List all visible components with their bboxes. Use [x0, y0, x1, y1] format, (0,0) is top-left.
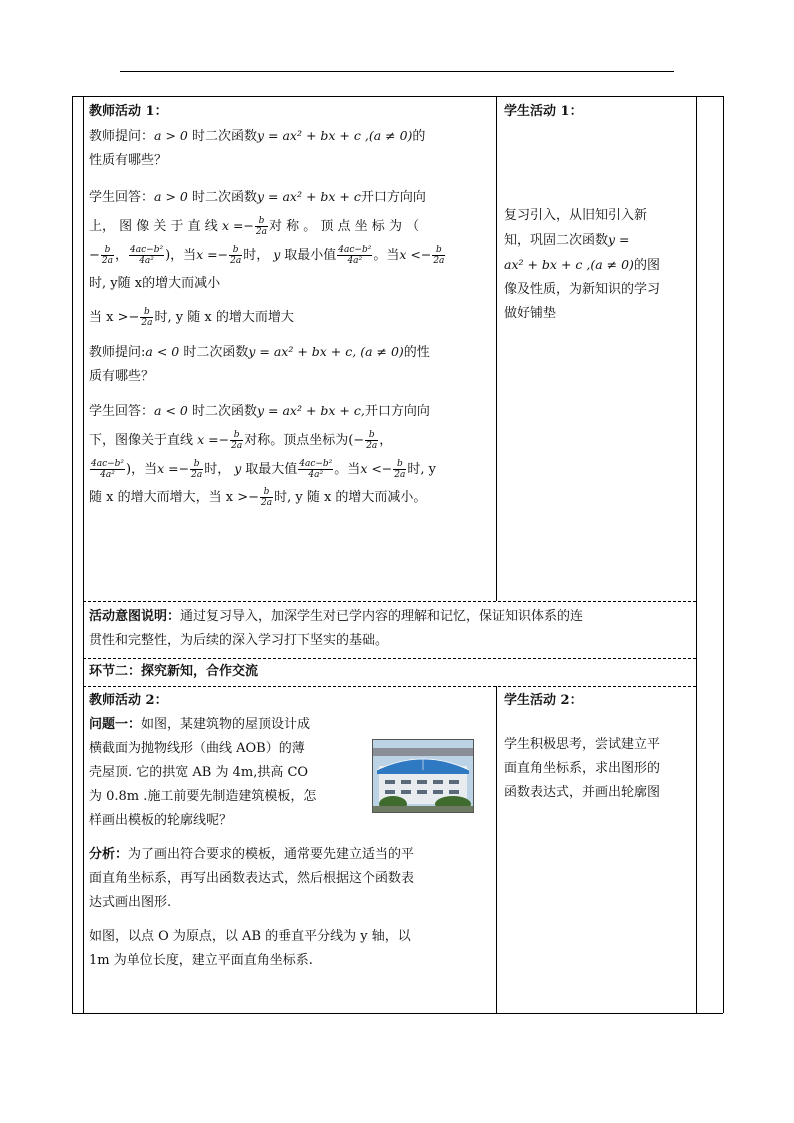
teacher-question-1: 教师提问：a > 0 时二次函数y = ax² + bx + c ,(a ≠ 0)的 性质有哪些？	[89, 128, 426, 168]
student-activity-2-heading: 学生活动 2：	[504, 693, 583, 708]
table-left-border	[72, 96, 73, 1013]
row-divider-1	[83, 601, 696, 602]
teacher-activity-2-heading: 教师活动 2：	[89, 693, 168, 708]
section-2-title: 环节二：探究新知，合作交流	[89, 664, 259, 679]
student-activity-1-cell	[504, 100, 692, 332]
fraction-4ac-b2-over-4a2: $\frac{\text{4ac−b²}}{\text{4a²}}$	[130, 245, 164, 266]
building-roof-illustration	[373, 740, 473, 812]
teacher-activity-1-cell	[89, 100, 491, 518]
column-divider-bottom	[496, 686, 497, 1013]
teacher-activity-2-cell	[89, 689, 491, 979]
student-activity-1-heading: 学生活动 1：	[504, 104, 583, 119]
table-inner-right-line	[696, 96, 697, 1013]
header-rule	[120, 71, 674, 72]
teacher-question-2: 教师提问:a < 0 时二次函数y = ax² + bx + c, (a ≠ 0)的性 质有哪些？	[89, 344, 430, 384]
student-activity-2-cell	[504, 689, 692, 811]
problem-one: 问题一：如图，某建筑物的屋顶设计成 横截面为抛物线形（曲线 AOB）的薄 壳屋顶. 它的拱宽 AB 为 4m,拱高 CO 为 0.8m .施工前要先制造建筑模板，怎 样画出模板的轮廓线呢？	[89, 717, 317, 828]
building-roof-photo	[372, 739, 474, 813]
student-answer-1: 学生回答：a > 0 时二次函数y = ax² + bx + c开口方向向 上， 图 像 关 于 直 线 x =− $\frac{b}{2a}$ 对 称 。 顶 点 坐 标 为 （ − $\frac{b}{2a}$ ， $\frac{\text{4ac−b²}}{\text{4a²}}$ )，当x =− $\frac{b}{2a}$ 时， y 取最小值 $\frac{\text{4ac−b²}}{\text{4a²}}$ 。当x <− $\frac{b}{2a}$ 时, y随 x的增大而减小	[89, 189, 445, 291]
fraction-b-over-2a: $\frac{b}{2a}$	[255, 216, 268, 237]
table-right-border	[723, 96, 724, 1013]
student-activity-2-text: 学生积极思考，尝试建立平 面直角坐标系，求出图形的 函数表达式，并画出轮廓图	[504, 737, 661, 800]
activity-intent-cell: 活动意图说明：通过复习导入，加深学生对已学内容的理解和记忆，保证知识体系的连 贯性和完整性，为后续的深入学习打下坚实的基础。	[89, 609, 584, 648]
table-inner-left-line	[83, 96, 84, 1013]
coordinate-setup-paragraph: 如图，以点 O 为原点，以 AB 的垂直平分线为 y 轴，以 1m 为单位长度，建立平面直角坐标系.	[89, 929, 411, 968]
student-answer-2: 学生回答：a < 0 时二次函数y = ax² + bx + c,开口方向向 下，图像关于直线 x =− $\frac{b}{2a}$ 对称。顶点坐标为(− $\frac{b}{2a}$ ， $\frac{\text{4ac−b²}}{\text{4a²}}$ )，当x =− $\frac{b}{2a}$ 时， y 取最大值 $\frac{\text{4ac−b²}}{\text{4a²}}$ 。当x <− $\frac{b}{2a}$ 时, y 随 x 的增大而增大，当 x >− $\frac{b}{2a}$ 时, y 随 x 的增大而减小。	[89, 403, 436, 508]
teacher-activity-1-heading: 教师活动 1：	[89, 104, 168, 119]
table-bottom-border	[72, 1013, 723, 1014]
student-activity-1-text: 复习引入，从旧知引入新 知，巩固二次函数y = ax² + bx + c ,(a ≠ 0)的图 像及性质，为新知识的学习 做好铺垫	[504, 208, 661, 321]
column-divider-top	[496, 96, 497, 601]
activity-intent-label: 活动意图说明：	[89, 609, 181, 624]
student-answer-1-continued: 当 x >− $\frac{b}{2a}$ 时, y 随 x 的增大而增大	[89, 307, 294, 328]
table-top-border	[72, 96, 723, 97]
analysis-paragraph: 分析：为了画出符合要求的模板，通常要先建立适当的平 面直角坐标系，再写出函数表达式，然后根据这个函数表 达式画出图形.	[89, 847, 415, 910]
row-divider-2	[83, 658, 696, 659]
row-divider-3	[83, 686, 696, 687]
